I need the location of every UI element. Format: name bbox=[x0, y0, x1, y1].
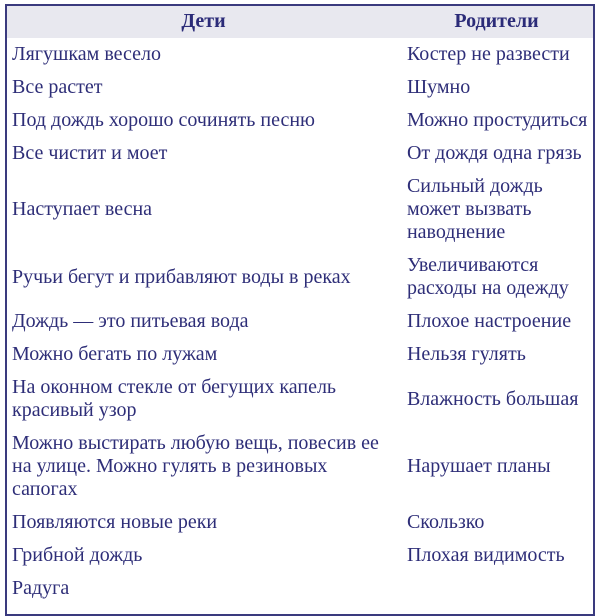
table-row bbox=[6, 170, 594, 249]
table-row bbox=[6, 104, 594, 137]
column-header-children: Дети bbox=[6, 5, 400, 38]
children-cell: На оконном стекле от бегущих капель красивый узор bbox=[12, 376, 337, 421]
table-row bbox=[6, 249, 594, 305]
table-row bbox=[6, 539, 594, 572]
parents-cell: Нельзя гулять bbox=[406, 343, 526, 365]
children-cell: Грибной дождь bbox=[12, 544, 143, 566]
parents-cell: Костер не развести bbox=[406, 43, 570, 65]
children-cell: Можно выстирать любую вещь, повесив ее на улице. Можно гулять в резиновых сапогах bbox=[12, 432, 379, 500]
children-cell: Можно бегать по лужам bbox=[12, 343, 218, 365]
table-row bbox=[6, 137, 594, 170]
parents-cell: Влажность большая bbox=[406, 387, 579, 410]
table-row bbox=[6, 305, 594, 338]
children-cell: Появляются новые реки bbox=[12, 511, 218, 533]
children-parents-table bbox=[5, 4, 595, 616]
children-cell: Ручьи бегут и прибавляют воды в реках bbox=[12, 265, 351, 288]
parents-cell: Плохое настроение bbox=[406, 310, 572, 332]
table-row bbox=[6, 38, 594, 71]
parents-cell: Нарушает планы bbox=[406, 455, 551, 477]
parents-cell: От дождя одна грязь bbox=[406, 142, 582, 164]
parents-cell: Можно простудиться bbox=[406, 109, 588, 131]
children-cell: Все чистит и моет bbox=[12, 142, 168, 164]
table-row bbox=[6, 506, 594, 539]
parents-cell: Скользко bbox=[406, 511, 485, 533]
parents-cell: Увеличиваются расходы на одежду bbox=[406, 254, 569, 299]
table-row bbox=[6, 71, 594, 104]
table-row bbox=[6, 427, 594, 506]
children-cell: Радуга bbox=[12, 577, 70, 599]
parents-cell: Шумно bbox=[406, 76, 471, 98]
table-row bbox=[6, 338, 594, 371]
children-cell: Под дождь хорошо сочинять песню bbox=[12, 109, 315, 131]
header-row bbox=[6, 5, 594, 38]
children-cell: Наступает весна bbox=[12, 198, 153, 220]
children-cell: Дождь — это питьевая вода bbox=[12, 310, 249, 332]
children-cell: Все растет bbox=[12, 76, 103, 98]
table-row bbox=[6, 572, 594, 615]
parents-cell: Сильный дождь может вызвать наводнение bbox=[406, 175, 543, 243]
table-row bbox=[6, 371, 594, 427]
parents-cell: Плохая видимость bbox=[406, 544, 565, 566]
column-header-parents: Родители bbox=[400, 5, 594, 38]
parents-cell bbox=[400, 572, 594, 615]
children-cell: Лягушкам весело bbox=[12, 43, 161, 65]
